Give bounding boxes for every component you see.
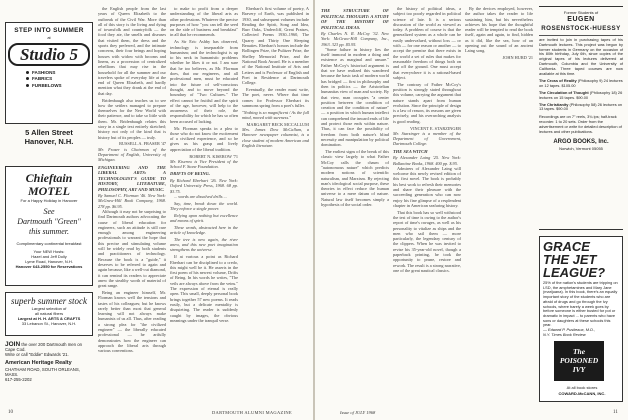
page-number-left: 10 bbox=[8, 410, 13, 415]
rosenstock-name1: EUGEN bbox=[567, 16, 595, 23]
book-entry: The Christianity (Philosophy 58) 26 lectures on 13 tapes. $90.00 bbox=[539, 101, 623, 112]
motel-line1: See bbox=[43, 207, 55, 216]
book-title: THE SEA WITCH bbox=[393, 148, 428, 154]
right-column-2 bbox=[393, 6, 461, 404]
join-lead: JOIN bbox=[5, 341, 21, 348]
paragraph: By the devices employed, however, the author takes the reader to life sustaining him, but his nevertheless achieves his hope that the thoughtful reader will be tempted to read the book itself, again and again, to find, hidden as it did, like the sea, how of an opening out the sound of an ancient Laing song. bbox=[465, 6, 533, 54]
rosenstock-ad bbox=[539, 6, 623, 230]
join-company: American Heritage Realty bbox=[5, 359, 72, 366]
book-info: By Alexander Laing '25. New York: Ballantine Books, 1968. 400 pp. $.95. bbox=[393, 155, 461, 166]
reviewer-note: Mr. Starzinger is a member of the Department of Government, Dartmouth College. bbox=[393, 130, 461, 147]
bullet-icon bbox=[26, 77, 29, 80]
right-column-3 bbox=[465, 6, 533, 404]
argo-books-address: Norwich, Vermont 05055 bbox=[559, 146, 603, 152]
paragraph: the history of political ideas, a subject too poorly regarded in political science of late. It is a serious discussion of the world as viewed as today. A problem of course is that the generalized system as a whole can be easily undervalued, without loss — or with — for one reason or another — to accept the premise that there exists in the world a set of rules that makes for reasonable freedom of things both on and off the ground. One must accept that everywhere it is a rational-based subject. bbox=[393, 6, 461, 80]
paragraph: The tree is new again, the river anew, and this new poet imagination strengthens the universe. bbox=[170, 236, 238, 253]
paragraph: That this book has so well withstood the test of time is owing to the author's report of time's ravages, as well as his personality to vitalize as ships and the men who sail them — more particularly, the legendary century of the clippers. When he was invited to revise his 35-year-old novel, though a paperback printing, he took the opportunity to prune, restore and rework. The result is a strong narrative, one of the great nautical classics. bbox=[393, 209, 461, 273]
join-phone: 617-255-2202 bbox=[5, 377, 32, 383]
motel-tagline: For a Happy Holiday in Hanover bbox=[20, 198, 78, 203]
paragraph: "Some failure in history lies the itself immoral in modern a thing and existence as marginal and unsure." Father McCoy's historical argument is that we have realized this wandered because the basic task of modern world has bridged — first in philosophy and then in politics — the Aristotelian humanitas view of man and society. By that view, man occupies "a center position between the condition of creation and the condition of nature" — a position in which human intellect can comprehend the inward ends of life and protect those ends within nature. Thus, it can face the possibility of freedom from both nature's blind necessity and manipulation by political domination. bbox=[321, 46, 389, 148]
bullet-icon bbox=[26, 84, 29, 87]
reviewer-note: Mr. Kiserow is Vice President of the School F. Stone Foundation. bbox=[170, 158, 238, 170]
join-company-address: CHATHAM ROAD, SOUTH ORLEANS, MASS. bbox=[5, 366, 80, 377]
paragraph: These words, abstracted here in the article of knowledge. bbox=[170, 224, 238, 236]
argo-books-name: ARGO BOOKS, Inc. bbox=[553, 139, 609, 146]
left-column-2 bbox=[170, 6, 238, 406]
poisoned-ivy-headline: GRACE THE JET LEAGUE? bbox=[543, 239, 606, 280]
rosenstock-pricing: Recordings are on 7" reels, 3¾ ips; half-track recorder. 1 to 20 sets. Order from the advertisement or write for detailed description of lectures and other publications. bbox=[539, 114, 622, 134]
footer-issue: Issue of JULY 1968 bbox=[340, 410, 376, 415]
poisoned-ivy-publisher: COWARD-McCANN, INC. bbox=[558, 391, 606, 396]
reviewer-note: Mrs. James Dow McCallum, a Hanover newspaper columnist, is a close student of modern American and English literature. bbox=[242, 127, 309, 148]
review-signature: VINCENT E. STARZINGER bbox=[409, 125, 461, 131]
studio5-ad bbox=[5, 22, 93, 124]
paragraph: Admirers of Alexander Laing will welcome this newly revised edition of this first novel. The book is probably his best work to refresh their memories and share their pleasure with the succeeding generation who can now enjoy his fine glimpse of a resplendent chapter in American seafaring history. bbox=[393, 165, 461, 208]
motel-note: Complimentary continental breakfast bbox=[16, 241, 82, 246]
studio5-at: at bbox=[47, 34, 51, 40]
book-cover-title: The POISONED IVY bbox=[559, 347, 599, 374]
left-column-3 bbox=[242, 6, 309, 406]
studio5-address: 5 Allen Street bbox=[25, 128, 73, 137]
studio5-logo: Studio 5 bbox=[8, 43, 90, 66]
review-signature: RUSSELL A. FRASER '47 bbox=[119, 141, 166, 147]
book-cover-author: WILLIAM BRAUCE bbox=[559, 382, 599, 386]
motel-phone: Hanover 643-2550 for Reservations bbox=[15, 264, 83, 269]
motel-hosts: Hazel and Jeff Dolly bbox=[31, 254, 67, 259]
motel-line3: this summer. bbox=[28, 227, 69, 236]
right-column-1 bbox=[321, 6, 389, 404]
book-entry: The Circulation of Thought (Philosophy 18) 26 lectures on 15 tapes. $90.00 bbox=[539, 89, 623, 100]
left-page bbox=[0, 0, 313, 420]
poisoned-ivy-order: At all book stores bbox=[566, 385, 598, 390]
bullet-icon bbox=[26, 71, 29, 74]
summer-stock-address: 33 Lebanon St., Hanover, N.H. bbox=[21, 321, 77, 326]
footer-magazine-name: DARTMOUTH ALUMNI MAGAZINE bbox=[212, 410, 292, 415]
paragraph: Relying upon nothing but excellence and means of spirit. bbox=[170, 212, 238, 223]
summer-stock-headline: superb summer stock bbox=[11, 296, 87, 306]
join-body: the over 200 Dartmouth men on Cape Cod. bbox=[5, 342, 83, 353]
book-title: ENGINEERING AND THE LIBERAL ARTS: A TECHNOLOGIST'S GUIDE TO HISTORY, LITERATURE, PHILOSOPHY, ART AND MUSIC. bbox=[98, 164, 166, 192]
paragraph: ... words are dissolved drills ... bbox=[174, 193, 227, 199]
paragraph: The contrary of Father McCoy's position is strongly stated throughout this volume, carrying the argument that nature stands apart from human evolution. Since the principle of design is a law of reason, its reasons are given precisely, and his overarching analysis is good reading. bbox=[393, 81, 461, 124]
review-signature: MARGARET BECK MCCALLUM bbox=[246, 121, 309, 127]
poisoned-ivy-ad bbox=[539, 236, 623, 402]
dept-item: FABRICS bbox=[26, 76, 92, 83]
motel-hosts-label: Your NEW Hosts: bbox=[33, 249, 65, 254]
paragraph: Being an engineer himself, Mr. Florman knows well the tensions and tastes of his colleagues; but he knows rarely better than most that general learning will not always make humanists of us all. Thus, after reading a strong plea for "the civilized engineer" — the liberally educated professional — he artfully demonstrates how the engineer can approach the liberal arts through various conventions. bbox=[98, 289, 166, 354]
paragraph: the English people from the last years of Queen Elizabeth to the outbreak of the Civil War. More than all of this story is the living and dying of townsfolk and countryfolk — the food they ate, the smells and diseases that visited them, the dress and the sports they preferred, and the intimate concerns, their four beings and hoping houses with widow with brooms and linens, as a procession of centralized rebellions that may rise in the household for all the summer and our travelers spoke of everyday life at the end of Queen Elizabeth, and hardly mention what they drank at the end of that day. bbox=[98, 6, 166, 96]
paragraph: to make to profit from a deeper understanding of the liberal arts as other professions. Whatever the precise purposes of how "you can tell the seed on the side of business and breakfast" in all that he recommends. bbox=[170, 6, 238, 38]
book-entry: The Cross of Reality (Philosophy 9) 24 lectures on 12 tapes. $105.00 bbox=[539, 78, 623, 89]
paragraph: Eberhart's first volume of poetry, A Bravery of Earth, was published in 1930, and subsequent volumes include Reading the Spirit, Song and Idea, Burr Oaks, Undercliff, Great Praises, Collected Poems 1930–1960, The Quarry and Thirty One Sleeping Beauties. Eberhart's honors include the Bollingen Prize, the Pulitzer Prize, the Shelley Memorial Prize, and the National Book Award. He is a member of the National Institute of Arts and Letters and is Professor of English and Poet in Residence at Dartmouth College. bbox=[242, 6, 309, 86]
dept-item: FURBELOWS bbox=[26, 83, 92, 90]
review-signature: ROBERT N. KISEROW '71 bbox=[189, 153, 238, 159]
motel-line2: Dartmouth "Green" bbox=[17, 217, 81, 226]
paragraph: The earliest signs of the break of this classic view largely to what Father McCoy calls the chasm of "autonomous nature" which predicts modern notions of scientific naturalism, and Marxism. By rejecting man's ideological social purpose, these theories in effect reduce the human universe to a mere datum of nature. Natural law itself becomes simply a hypothesis of the social order. bbox=[321, 149, 389, 207]
paragraph: As Sir Eric Ashby has observed, technology is inseparable from humanism; and the technologist is up to his neck in humanistic problems whether he likes it or not. I am sure that he too believes, as Mr. Florman does, that our engineers, and all professional men, must be educated into the future of self-conscious thought, and to move beyond the boundary of "Two Cultures." The effect cannot be fruitful and the spirit of the age, however, will help to the awareness of their role, the responsibility for which he has so often been accused of lacking. bbox=[170, 39, 238, 124]
motel-location: Lyme Road, Hanover, N.H. bbox=[25, 259, 73, 264]
motel-logo: Chieftain MOTEL bbox=[25, 171, 73, 198]
poisoned-ivy-body: 25% of the nation's students are tripping on LSD, the amphetamines and Mary Jane (marijuana). In this book, there's an equally important story of the students who are afraid of drugs and go through the Ivy schools, where barely a week goes by before someone is either busted for pot or dramatic in impact ... to parents who have sons or daughters at these schools this year. bbox=[543, 280, 618, 328]
poisoned-ivy-author: — Edward P. Pusiteaux, M.D., bbox=[543, 327, 596, 333]
paragraph: Bridenbaugh also teaches us to see how the settlers managed to prepare themselves for the New World with their patience, and to take so little with them. Mr. Bridenbaugh relates this story in a single text entirely sketched; history not only of the kind that is history but of its peoples — truly. bbox=[98, 97, 166, 140]
paragraph: Mr. Florman speaks in a plea to those who do not know the excitement of a civilized experience, and so he gives us his grasp and lively appreciation of the liberal tradition. bbox=[170, 125, 238, 152]
book-title: THE STRUCTURE OF POLITICAL THOUGHT: A STUDY OF THE HISTORY OF POLITICAL IDEAS. bbox=[321, 8, 389, 30]
motel-ad bbox=[5, 166, 93, 286]
studio5-town: Hanover, N.H. bbox=[24, 137, 74, 146]
poisoned-ivy-source: N.Y. Times Book Review bbox=[543, 331, 586, 337]
paragraph: If at various a point as Richard Eberhart can be disciplined to a credo, this might well be it. He asserts in the first poem of his newest volume, Drifts of Being. In his words he writes, "The veils are always above from the veins." The expression of eternal is really open. This small, deeply personal book brings together 57 new poems. It reads easily, but a delicate mentality is disquieting. The reader is suddenly caught by images, the obvious meanings under the tranquil verse. bbox=[170, 254, 238, 323]
book-title: DRIFTS OF BEING. bbox=[170, 171, 211, 177]
left-column-1 bbox=[98, 6, 166, 406]
join-sub: Write or call "Eddie" Edwards '21. bbox=[5, 352, 69, 358]
paragraph: Although it may not be surprising to find Dartmouth authors advocating the cause of liberal education for engineers, such an attitude is still rare enough among engineering professionals to warrant the hope that this precise and stimulating volume will be widely read by both students and practitioners of technology. Because the book is a "guide," it deserves to be referred to again and again because, like a well-cut diamond, it can remind its readers to appreciate anew the stealthy worth of material of great range. bbox=[98, 209, 166, 289]
dept-item: FASHIONS bbox=[26, 70, 92, 77]
book-info: By Samuel C. Florman '46. New York: McGraw-Hill Book Company, 1968. 278 pp. $6.95. bbox=[98, 193, 166, 209]
right-page bbox=[315, 0, 628, 420]
book-info: By Charles N. R. McCoy '32. New York: McGraw-Hill Company, Inc., 1963. 323 pp. $5.95. bbox=[321, 31, 389, 47]
join-ad bbox=[5, 342, 93, 382]
reviewer-note: Mr. Fraser is Chairman of the Department of English, University of Michigan. bbox=[98, 146, 166, 163]
page-number-right: 11 bbox=[613, 410, 618, 415]
studio5-address-block bbox=[5, 128, 93, 146]
rosenstock-name2: ROSENSTOCK-HUESSY bbox=[541, 25, 621, 32]
studio5-headline: STEP INTO SUMMER bbox=[14, 27, 84, 34]
summer-stock-line2: all natural fibers bbox=[34, 311, 64, 316]
book-cover bbox=[554, 341, 604, 386]
book-info: By Richard Eberhart '26. New York: Oxford University Press, 1968. 68 pp. $3.75. bbox=[170, 177, 238, 194]
paragraph: Eventually, the reader must write, The poet, never. Where that time comes for Professor Eberhart its summons spring from a poet's fuller. bbox=[242, 86, 309, 108]
quote: "Nothing is so magnificent / As the full mind, moved with sureness." bbox=[242, 109, 309, 120]
summer-stock-seller: Largest at H. H. ARTS & CRAFTS bbox=[17, 316, 81, 321]
review-signature: JOHN HURD '21 bbox=[502, 55, 533, 61]
summer-stock-ad bbox=[5, 292, 93, 336]
rosenstock-line1: Former Students of bbox=[563, 10, 599, 15]
summer-stock-line1: Largest selection of bbox=[31, 306, 67, 311]
rosenstock-body: are invited to join in purchasing tapes of his Dartmouth lectures. This project was begun by former students in Germany on the occasion of his 80th birthday, July 6th, since copies of the original tapes of his lectures delivered at Dartmouth, Columbia and the University of California. Three taped courses are now available at this time. bbox=[539, 37, 623, 76]
paragraph: Say, time, break down the world. They enforce a single power. bbox=[170, 200, 238, 211]
